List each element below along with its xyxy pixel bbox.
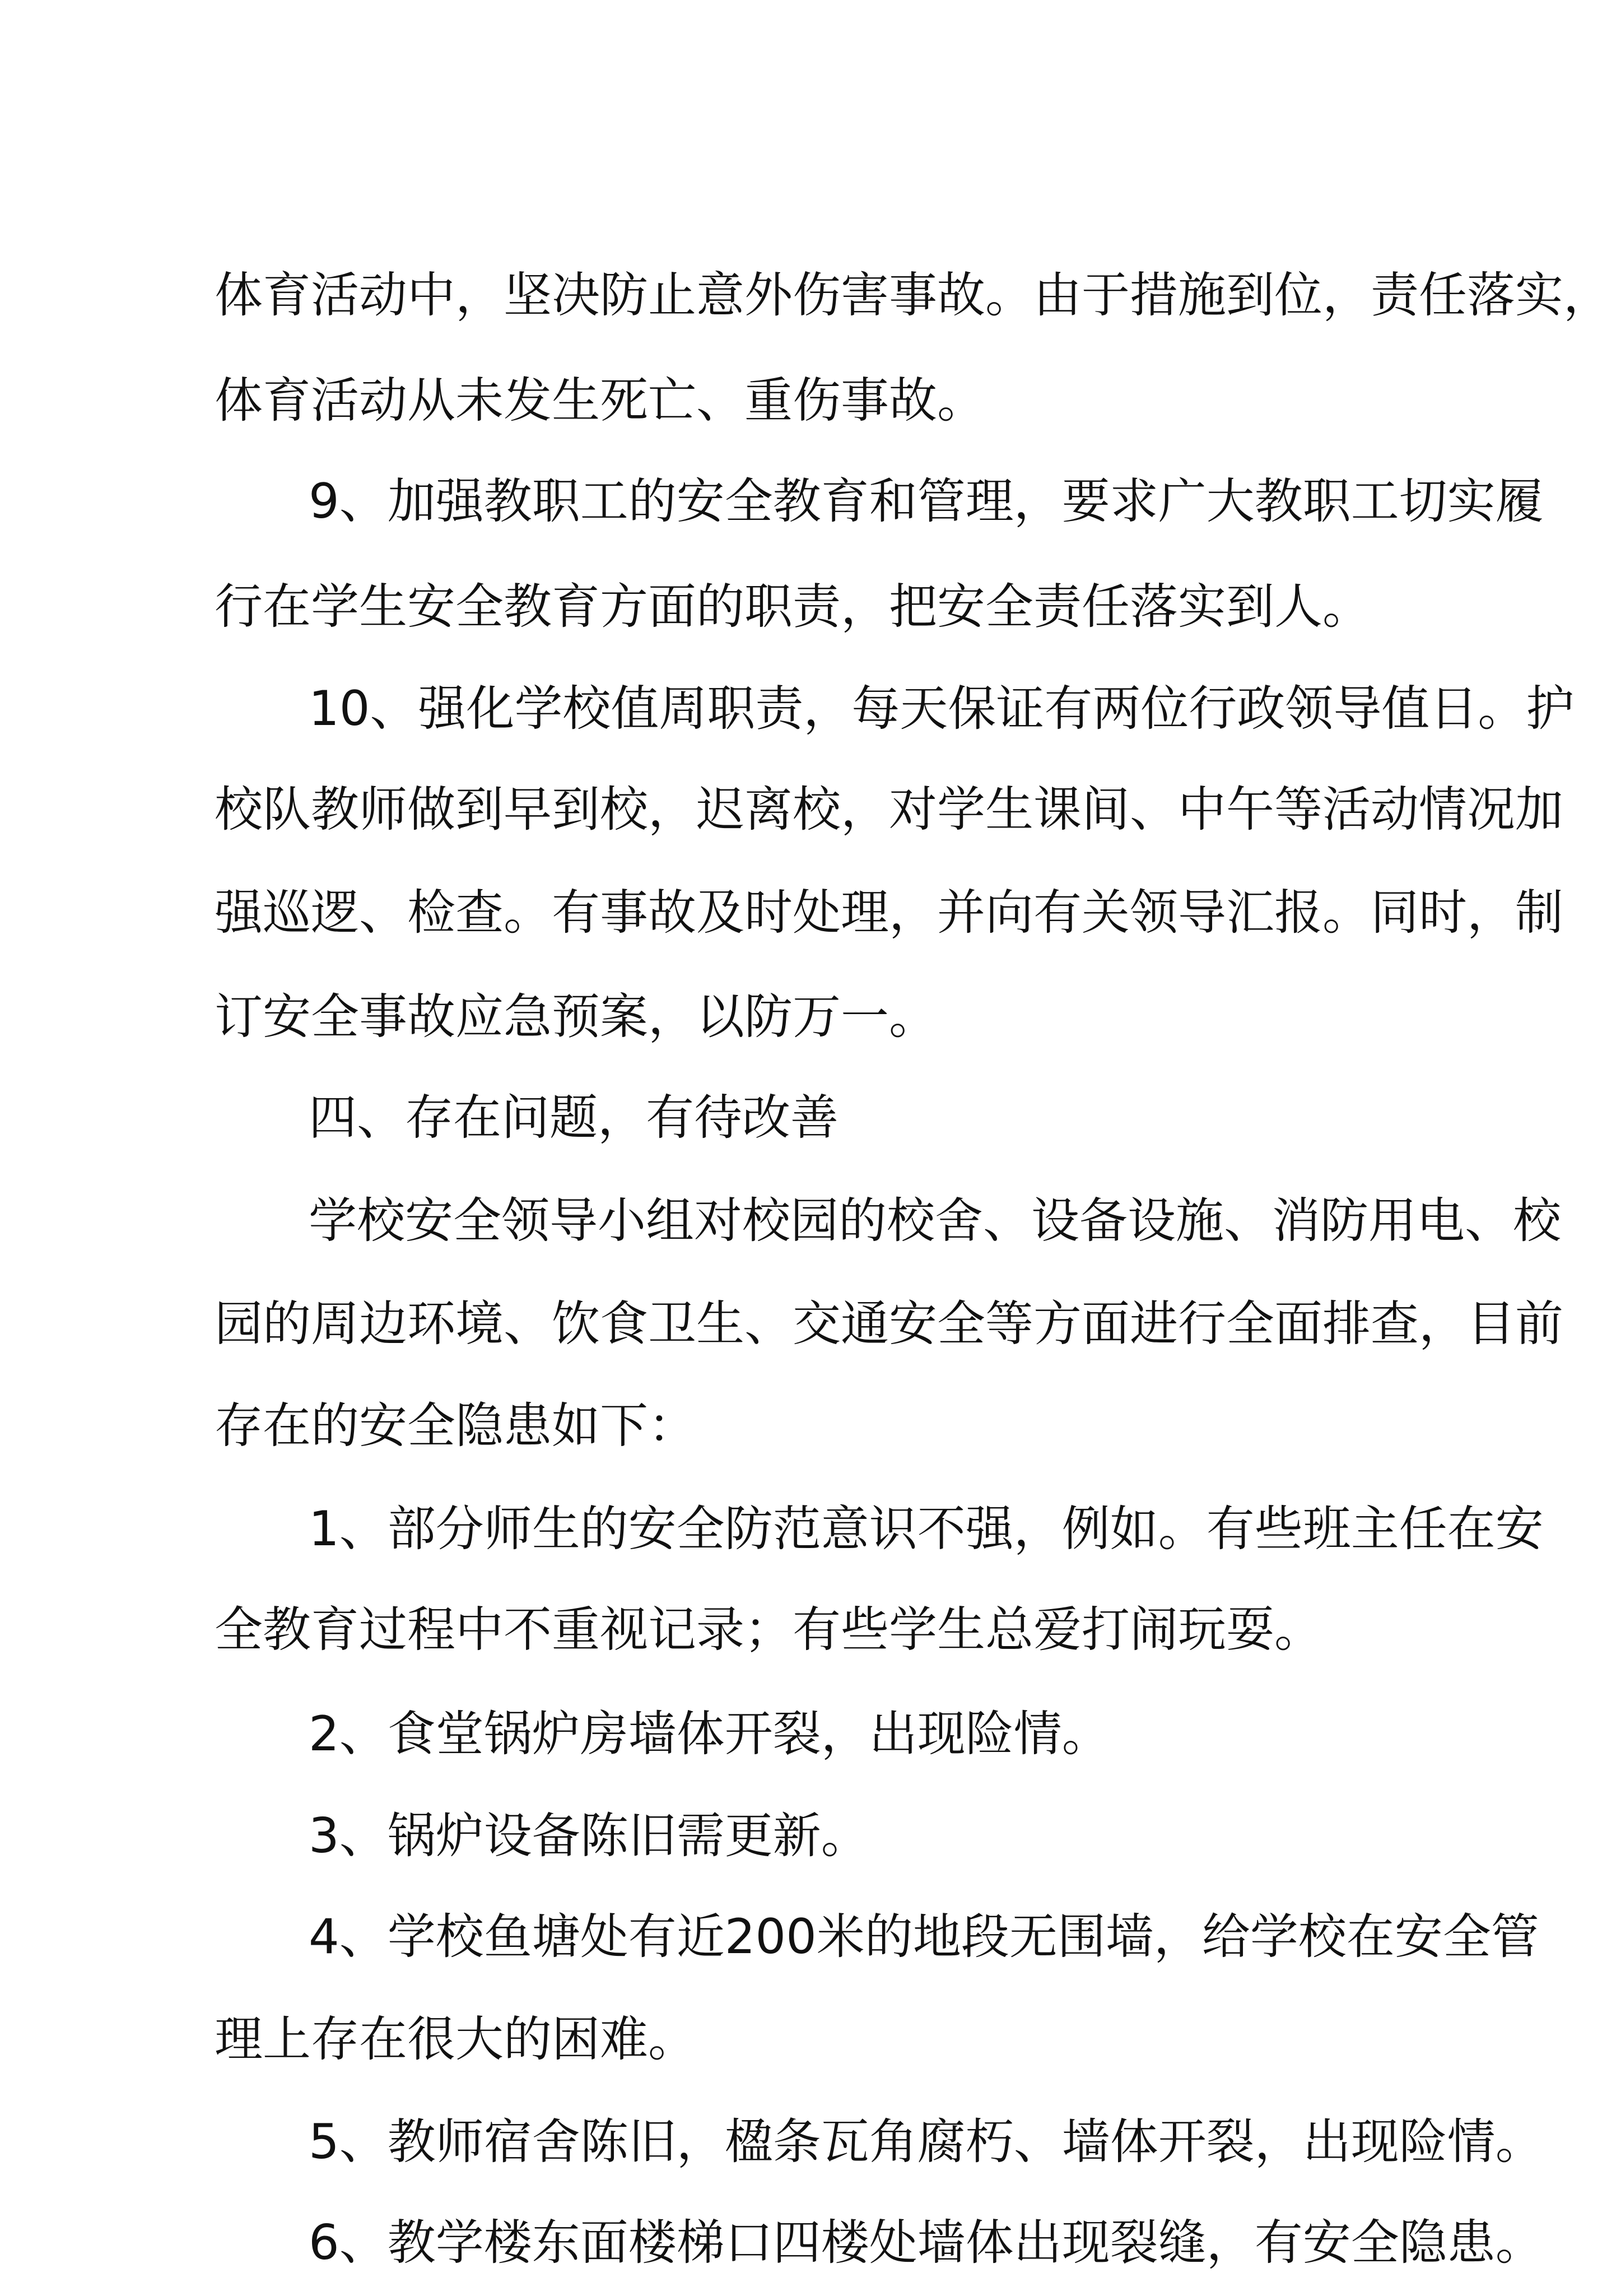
text-line — [0, 1783, 1621, 1889]
text-line — [0, 1884, 1621, 1990]
text-line-content: 学校安全领导小组对校园的校舍、设备设施、消防用电、校 — [309, 1193, 1561, 1249]
text-line — [0, 1986, 1621, 2093]
text-line — [0, 1271, 1621, 1377]
text-line-content: 9、加强教职工的安全教育和管理，要求广大教职工切实履 — [309, 473, 1544, 529]
text-line — [0, 1476, 1621, 1582]
text-line-content: 4、学校鱼塘处有近200米的地段无围墙，给学校在安全管 — [309, 1909, 1539, 1965]
text-line-content: 园的周边环境、饮食卫生、交通安全等方面进行全面排查，目前 — [215, 1296, 1563, 1352]
text-line-content: 1、部分师生的安全防范意识不强，例如。有些班主任在安 — [309, 1501, 1544, 1557]
text-line-content: 3、锅炉设备陈旧需更新。 — [309, 1808, 869, 1864]
section-heading — [0, 1065, 1621, 1171]
text-line — [0, 656, 1621, 762]
text-line-content: 全教育过程中不重视记录；有些学生总爱打闹玩耍。 — [215, 1602, 1322, 1658]
text-line — [0, 554, 1621, 660]
text-line-content: 强巡逻、检查。有事故及时处理，并向有关领导汇报。同时，制 — [215, 885, 1563, 941]
text-line — [0, 2089, 1621, 2195]
section-heading-text: 四、存在问题，有待改善 — [309, 1090, 839, 1146]
text-line — [0, 448, 1621, 555]
text-line — [0, 347, 1621, 454]
text-line — [0, 756, 1621, 863]
text-line-content: 10、强化学校值周职责，每天保证有两位行政领导值日。护 — [309, 681, 1575, 737]
text-line — [0, 1168, 1621, 1274]
text-line — [0, 2190, 1621, 2296]
text-line-content: 2、食堂锅炉房墙体开裂，出现险情。 — [309, 1706, 1110, 1762]
text-line — [0, 1577, 1621, 1683]
text-line-content: 5、教师宿舍陈旧，楹条瓦角腐朽、墙体开裂，出现险情。 — [309, 2114, 1544, 2170]
text-line-content: 存在的安全隐患如下： — [215, 1398, 696, 1454]
text-line — [0, 242, 1621, 348]
text-line-content: 6、教学楼东面楼梯口四楼处墙体出现裂缝，有安全隐患。 — [309, 2215, 1544, 2271]
text-line-content: 行在学生安全教育方面的职责，把安全责任落实到人。 — [215, 579, 1371, 635]
text-line-content: 理上存在很大的困难。 — [215, 2011, 696, 2067]
text-line — [0, 1681, 1621, 1787]
text-line — [0, 964, 1621, 1070]
text-line — [0, 859, 1621, 966]
text-line-content: 订安全事故应急预案，以防万一。 — [215, 989, 937, 1045]
text-line — [0, 1373, 1621, 1479]
text-line-content: 体育活动从未发生死亡、重伤事故。 — [215, 373, 985, 429]
text-line-content: 体育活动中，坚决防止意外伤害事故。由于措施到位，责任落实， — [215, 267, 1611, 323]
text-line-content: 校队教师做到早到校，迟离校，对学生课间、中午等活动情况加 — [215, 782, 1563, 838]
